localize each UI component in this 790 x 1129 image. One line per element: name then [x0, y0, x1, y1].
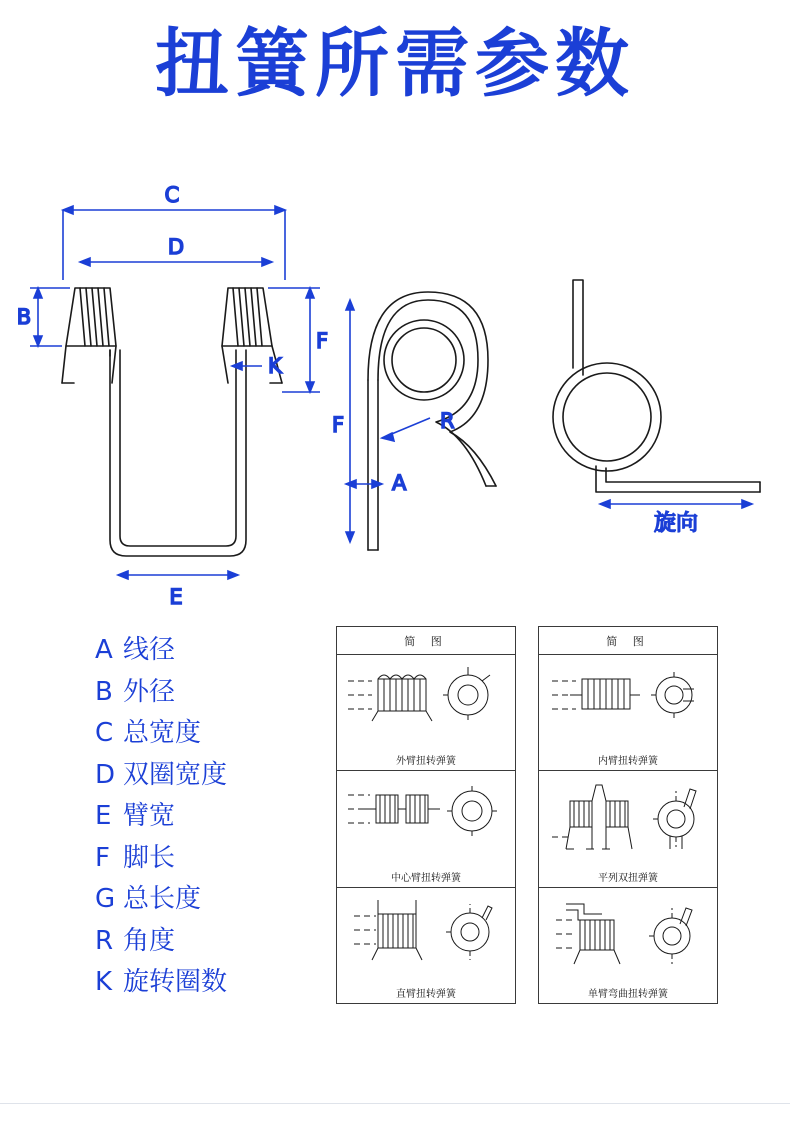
- legend-item: [95, 755, 335, 797]
- legend-key: E: [95, 801, 112, 831]
- legend-label: 臂宽: [123, 801, 176, 831]
- panel-left: [336, 626, 516, 1004]
- dim-label-K: K: [268, 354, 282, 378]
- page-title: 扭簧所需参数: [155, 21, 635, 107]
- panel-right: [538, 626, 718, 1004]
- panel-right-cell-1: [539, 655, 717, 771]
- legend-label: 总长度: [123, 884, 202, 914]
- parameter-legend: [95, 630, 335, 1004]
- legend-key: A: [95, 635, 113, 665]
- bottom-divider: [0, 1103, 790, 1104]
- dim-label-E: E: [169, 585, 183, 609]
- dim-label-D: D: [167, 235, 185, 259]
- panel-left-cell-3-caption: 直臂扭转弹簧: [396, 988, 456, 1000]
- legend-item: [95, 796, 335, 838]
- legend-label: 双圈宽度: [123, 759, 228, 790]
- sketch-straight-arm-torsion-spring: [342, 892, 510, 978]
- legend-item: [95, 672, 335, 714]
- panel-left-header: 简 图: [337, 627, 515, 655]
- legend-label: 线径: [123, 635, 176, 665]
- panel-right-cell-3-caption: 单臂弯曲扭转弹簧: [588, 988, 668, 1000]
- dim-label-C: C: [164, 183, 180, 207]
- sketch-parallel-double-torsion-spring: [544, 775, 712, 861]
- panel-right-header: 简 图: [539, 627, 717, 655]
- legend-item: [95, 879, 335, 921]
- legend-key: K: [95, 967, 113, 997]
- legend-label: 外径: [123, 676, 176, 707]
- torsion-spring-drawings: [0, 170, 790, 630]
- panel-left-cell-2: [337, 771, 515, 887]
- legend-label: 脚长: [123, 842, 176, 873]
- dim-label-A: A: [392, 471, 407, 495]
- legend-item: [95, 921, 335, 963]
- panel-right-cell-2-caption: 平列双扭弹簧: [598, 872, 658, 884]
- legend-key: R: [95, 925, 114, 956]
- sketch-outer-arm-torsion-spring: [342, 659, 510, 737]
- panel-left-cell-1: [337, 655, 515, 771]
- main-diagram-area: [0, 170, 790, 630]
- panel-left-cell-1-caption: 外臂扭转弹簧: [396, 756, 456, 768]
- legend-item: [95, 838, 335, 880]
- dim-label-F2: F: [331, 413, 345, 437]
- legend-key: B: [95, 676, 113, 707]
- panel-right-cell-3: [539, 888, 717, 1003]
- legend-key: G: [95, 884, 116, 914]
- panel-right-cell-2: [539, 771, 717, 887]
- legend-key: D: [95, 759, 116, 790]
- legend-item: [95, 630, 335, 672]
- panel-left-cell-2-caption: 中心臂扭转弹簧: [391, 872, 461, 884]
- dim-label-direction: 旋向: [653, 511, 699, 536]
- sketch-inner-arm-torsion-spring: [544, 659, 712, 737]
- legend-label: 角度: [123, 925, 176, 956]
- legend-label: 旋转圈数: [123, 967, 228, 997]
- legend-key: C: [95, 718, 114, 748]
- legend-key: F: [95, 842, 110, 873]
- panel-right-cell-1-caption: 内臂扭转弹簧: [598, 756, 658, 768]
- spring-type-panels: [336, 626, 748, 1004]
- dim-label-B: B: [16, 305, 32, 329]
- legend-label: 总宽度: [123, 718, 202, 748]
- legend-item: [95, 962, 335, 1004]
- dim-label-F1: F: [315, 329, 329, 353]
- sketch-center-arm-torsion-spring: [342, 775, 510, 853]
- panel-left-cell-3: [337, 888, 515, 1003]
- dim-label-R: R: [440, 409, 455, 433]
- legend-item: [95, 713, 335, 755]
- sketch-single-arm-bent-torsion-spring: [544, 892, 712, 978]
